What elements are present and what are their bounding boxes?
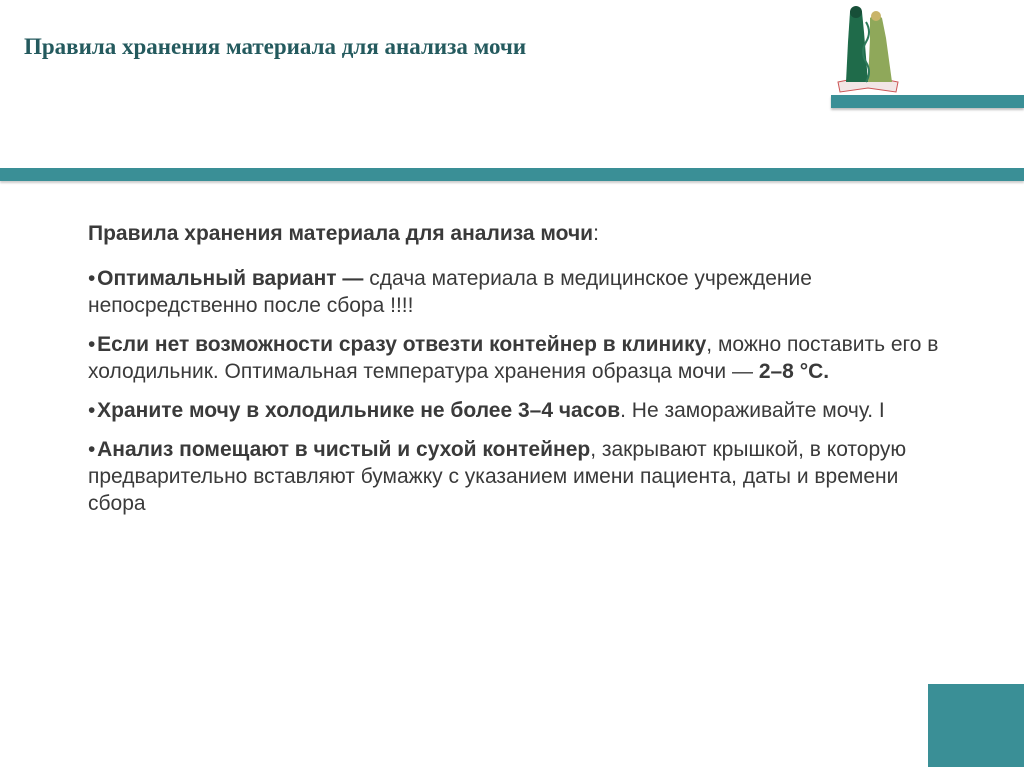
list-item	[88, 397, 948, 424]
medical-emblem-logo	[836, 2, 900, 94]
slide-title: Правила хранения материала для анализа мочи	[24, 34, 527, 59]
item-bold: Оптимальный вариант —	[97, 267, 364, 290]
body-heading-text: Правила хранения материала для анализа мочи	[88, 222, 594, 245]
bullet: •	[88, 333, 96, 356]
item-text: , можно поставить его в холодильник. Оптимальная температура хранения образца мочи —	[88, 333, 939, 383]
bullet: •	[88, 399, 96, 422]
list-item	[88, 331, 948, 385]
corner-accent-block	[928, 684, 1024, 767]
body-heading-colon: :	[593, 222, 599, 245]
header-divider-bar	[0, 168, 1024, 181]
item-text: , закрывают крышкой, в которую предварительно вставляют бумажку с указанием имени пациента, даты и времени сбора	[88, 438, 907, 515]
bullet: •	[88, 267, 96, 290]
item-text: сдача материала в медицинское учреждение непосредственно после сбора !!!!	[88, 267, 812, 317]
item-bold-temperature: 2–8 °C.	[758, 360, 830, 383]
list-item	[88, 265, 948, 319]
item-bold: Храните мочу в холодильнике не более 3–4 часов	[97, 399, 621, 422]
list-item	[88, 436, 948, 517]
header-accent-bar	[831, 95, 1024, 108]
item-text: . Не замораживайте мочу. I	[620, 399, 885, 422]
body-heading	[88, 220, 948, 247]
item-bold: Если нет возможности сразу отвезти контейнер в клинику	[97, 333, 707, 356]
slide-body	[88, 220, 948, 529]
bullet: •	[88, 438, 96, 461]
item-bold: Анализ помещают в чистый и сухой контейнер	[97, 438, 591, 461]
